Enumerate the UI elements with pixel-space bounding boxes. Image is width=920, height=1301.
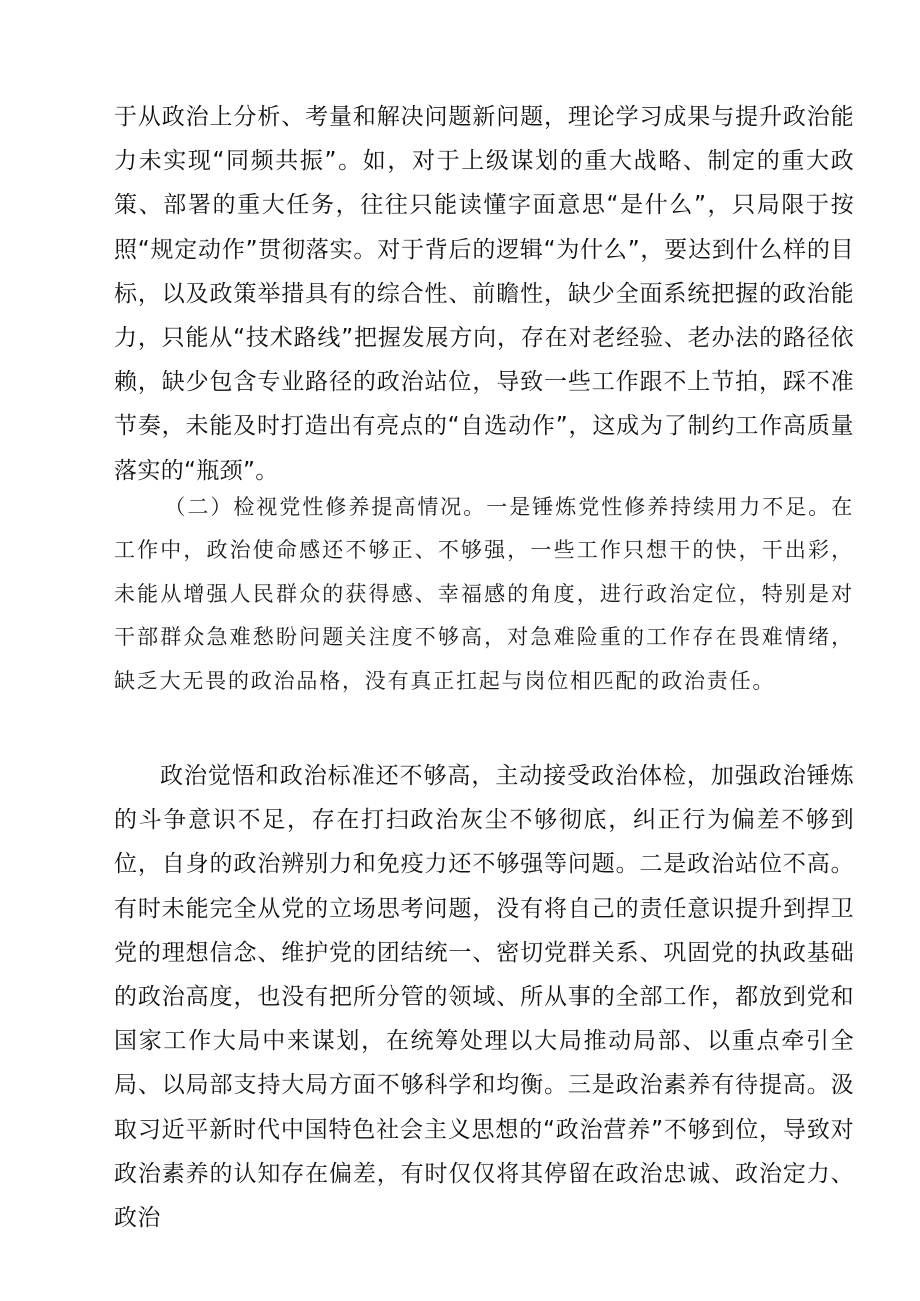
paragraph-political-ability: 于从政治上分析、考量和解决问题新问题，理论学习成果与提升政治能力未实现“同频共振”。如，对于上级谋划的重大战略、制定的重大政策、部署的重大任务，往往只能读懂字面意思“是什么”，只局限于按照“规定动作”贯彻落实。对于背后的逻辑“为什么”，要达到什么样的目标，以及政策举措具有的综合性、前瞻性，缺少全面系统把握的政治能力，只能从“技术路线”把握发展方向，存在对老经验、老办法的路径依赖，缺少包含专业路径的政治站位，导致一些工作跟不上节拍，踩不准节奏，未能及时打造出有亮点的“自选动作”，这成为了制约工作高质量落实的“瓶颈”。 [114, 104, 854, 484]
paragraph-party-spirit: （二）检视党性修养提高情况。一是锤炼党性修养持续用力不足。在工作中，政治使命感还不够正、不够强，一些工作只想干的快，干出彩，未能从增强人民群众的获得感、幸福感的角度，进行政治定位，特别是对干部群众急难愁盼问题关注度不够高，对急难险重的工作存在畏难情绪，缺乏大无畏的政治品格，没有真正扛起与岗位相匹配的政治责任。 [114, 495, 854, 693]
paragraph-political-awareness: 政治觉悟和政治标准还不够高，主动接受政治体检，加强政治锤炼的斗争意识不足，存在打扫政治灰尘不够彻底，纠正行为偏差不够到位，自身的政治辨别力和免疫力还不够强等问题。二是政治站位不高。有时未能完全从党的立场思考问题，没有将自己的责任意识提升到捍卫党的理想信念、维护党的团结统一、密切党群关系、巩固党的执政基础的政治高度，也没有把所分管的领域、所从事的全部工作，都放到党和国家工作大局中来谋划，在统筹处理以大局推动局部、以重点牵引全局、以局部支持大局方面不够科学和均衡。三是政治素养有待提高。汲取习近平新时代中国特色社会主义思想的“政治营养”不够到位，导致对政治素养的认知存在偏差，有时仅仅将其停留在政治忠诚、政治定力、政治 [114, 763, 854, 1232]
